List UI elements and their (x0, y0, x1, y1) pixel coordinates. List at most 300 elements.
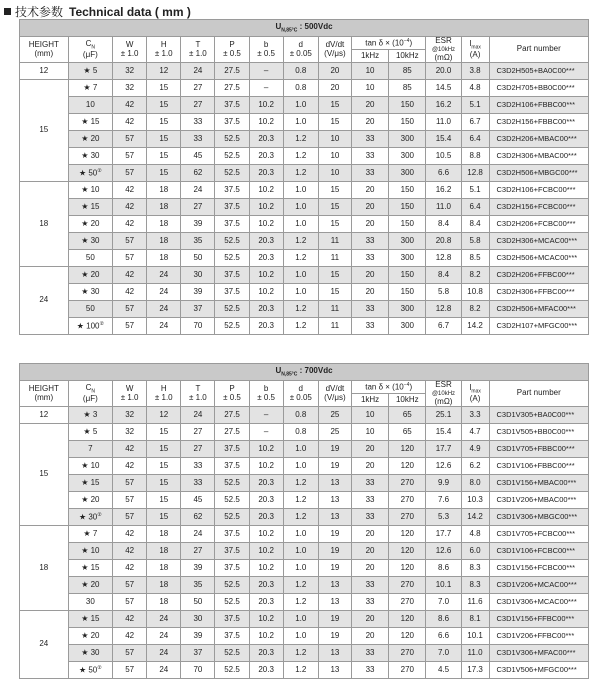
cell-d: 1.0 (283, 216, 318, 233)
cell-h: 15 (147, 441, 181, 458)
cell-esr: 6.6 (426, 165, 461, 182)
header-imax-unit: (A) (469, 393, 481, 403)
cell-h: 15 (147, 165, 181, 182)
cell-capacitance (68, 318, 112, 335)
cell-h: 15 (147, 424, 181, 441)
header-tan-close: ) (409, 382, 413, 392)
header-tan-delta (351, 381, 425, 394)
cell-capacitance-value: ★ 30 (81, 286, 100, 296)
cell-capacitance (68, 458, 112, 475)
cell-capacitance-value: ★ 50 (78, 665, 98, 675)
cell-h: 18 (147, 543, 181, 560)
cell-dvdt: 19 (318, 543, 351, 560)
cell-d: 1.0 (283, 441, 318, 458)
cell-h: 18 (147, 250, 181, 267)
cell-capacitance-value: 50 (85, 303, 95, 313)
cell-h: 24 (147, 301, 181, 318)
cell-esr: 12.6 (426, 458, 461, 475)
cell-capacitance (68, 662, 112, 679)
cell-part-number: C3D1V306+MCAC00*** (489, 594, 589, 611)
cell-capacitance-note: ② (97, 511, 102, 518)
cell-tan-1khz: 10 (351, 63, 388, 80)
header-esr-label: ESR (435, 36, 452, 45)
cell-h: 18 (147, 594, 181, 611)
cell-capacitance (68, 63, 112, 80)
header-height (20, 381, 69, 407)
header-height-label: HEIGHT (28, 384, 59, 394)
cell-t: 33 (181, 131, 215, 148)
bullet-square-icon (4, 8, 11, 15)
header-cn (68, 37, 112, 63)
cell-t: 50 (181, 594, 215, 611)
cell-capacitance-value: ★ 30 (81, 235, 100, 245)
cell-imax: 8.3 (461, 560, 489, 577)
header-d-unit: ± 0.05 (289, 392, 312, 402)
voltage-label-sub: N,85°C (281, 371, 298, 378)
header-d (283, 381, 318, 407)
cell-h: 18 (147, 560, 181, 577)
cell-tan-1khz: 20 (351, 560, 388, 577)
spec-table-700vdc (19, 363, 589, 679)
cell-dvdt: 15 (318, 267, 351, 284)
cell-height: 18 (20, 526, 69, 611)
cell-w: 42 (113, 611, 147, 628)
cell-imax: 11.6 (461, 594, 489, 611)
cell-w: 57 (113, 645, 147, 662)
cell-imax: 8.2 (461, 267, 489, 284)
cell-h: 24 (147, 662, 181, 679)
cell-d: 1.2 (283, 662, 318, 679)
cell-capacitance-value: ★ 10 (81, 545, 100, 555)
cell-dvdt: 13 (318, 577, 351, 594)
cell-b: 20.3 (249, 509, 283, 526)
cell-t: 45 (181, 492, 215, 509)
cell-tan-10khz: 120 (389, 526, 426, 543)
cell-d: 1.0 (283, 97, 318, 114)
voltage-separator: : (297, 21, 305, 31)
cell-w: 42 (113, 526, 147, 543)
cell-imax: 4.8 (461, 526, 489, 543)
cell-tan-10khz: 150 (389, 216, 426, 233)
cell-t: 30 (181, 611, 215, 628)
cell-tan-1khz: 33 (351, 131, 388, 148)
cell-b: 20.3 (249, 662, 283, 679)
header-h (147, 381, 181, 407)
cell-tan-1khz: 20 (351, 458, 388, 475)
cell-t: 24 (181, 63, 215, 80)
section-title (4, 3, 191, 20)
cell-capacitance (68, 475, 112, 492)
cell-capacitance-value: ★ 20 (81, 218, 100, 228)
cell-capacitance (68, 594, 112, 611)
cell-w: 42 (113, 441, 147, 458)
cell-imax: 8.4 (461, 216, 489, 233)
header-h-unit: ± 1.0 (154, 48, 173, 58)
header-p (215, 381, 249, 407)
cell-tan-1khz: 33 (351, 233, 388, 250)
cell-w: 57 (113, 148, 147, 165)
cell-capacitance-value: ★ 15 (81, 477, 100, 487)
cell-t: 37 (181, 301, 215, 318)
section-title-en: Technical data ( mm ) (69, 5, 191, 19)
cell-b: 20.3 (249, 233, 283, 250)
cell-b: 20.3 (249, 645, 283, 662)
cell-p: 52.5 (215, 301, 249, 318)
table-row (20, 628, 589, 645)
table-row (20, 424, 589, 441)
cell-part-number: C3D2H506+MFAC00*** (489, 301, 589, 318)
cell-capacitance-value: ★ 15 (81, 116, 100, 126)
header-esr-label: ESR (435, 380, 452, 389)
cell-imax: 11.0 (461, 645, 489, 662)
cell-p: 52.5 (215, 475, 249, 492)
cell-esr: 12.8 (426, 250, 461, 267)
cell-dvdt: 13 (318, 492, 351, 509)
header-w-unit: ± 1.0 (120, 48, 139, 58)
cell-tan-1khz: 33 (351, 148, 388, 165)
spec-table-500vdc (19, 19, 589, 335)
cell-esr: 5.3 (426, 509, 461, 526)
header-t-unit: ± 1.0 (189, 48, 207, 58)
header-tan-label: tan δ × (10 (365, 382, 404, 392)
cell-capacitance (68, 233, 112, 250)
cell-h: 18 (147, 199, 181, 216)
cell-b: 20.3 (249, 148, 283, 165)
cell-h: 24 (147, 284, 181, 301)
cell-tan-1khz: 33 (351, 301, 388, 318)
cell-part-number: C3D2H506+MBGC00*** (489, 165, 589, 182)
cell-tan-1khz: 33 (351, 250, 388, 267)
cell-esr: 11.0 (426, 114, 461, 131)
cell-dvdt: 19 (318, 526, 351, 543)
cell-capacitance-value: ★ 15 (81, 201, 100, 211)
cell-esr: 7.0 (426, 594, 461, 611)
header-esr-freq: @10kHz (431, 391, 456, 398)
cell-capacitance (68, 284, 112, 301)
cell-h: 18 (147, 216, 181, 233)
cell-imax: 17.3 (461, 662, 489, 679)
cell-p: 37.5 (215, 284, 249, 301)
header-imax-sub: max (471, 44, 481, 51)
cell-part-number: C3D1V306+MBGC00*** (489, 509, 589, 526)
cell-h: 15 (147, 97, 181, 114)
table-row (20, 199, 589, 216)
cell-w: 57 (113, 594, 147, 611)
cell-t: 27 (181, 543, 215, 560)
cell-dvdt: 15 (318, 199, 351, 216)
cell-part-number: C3D1V505+BB0C00*** (489, 424, 589, 441)
header-imax (461, 37, 489, 63)
cell-dvdt: 19 (318, 560, 351, 577)
cell-imax: 14.2 (461, 509, 489, 526)
cell-esr: 8.6 (426, 611, 461, 628)
cell-dvdt: 13 (318, 645, 351, 662)
header-cn-label: C (85, 382, 92, 392)
cell-w: 42 (113, 543, 147, 560)
cell-p: 52.5 (215, 492, 249, 509)
cell-tan-1khz: 10 (351, 424, 388, 441)
header-cn-sub: N (91, 388, 96, 395)
cell-b: 10.2 (249, 284, 283, 301)
header-imax-unit: (A) (469, 49, 481, 59)
header-cn-label: C (85, 38, 92, 48)
cell-tan-10khz: 150 (389, 114, 426, 131)
cell-capacitance-value: ★ 30 (81, 150, 100, 160)
cell-dvdt: 11 (318, 233, 351, 250)
table-row (20, 301, 589, 318)
cell-tan-10khz: 270 (389, 645, 426, 662)
cell-d: 1.2 (283, 301, 318, 318)
header-esr-unit: (mΩ) (434, 396, 453, 406)
cell-p: 37.5 (215, 611, 249, 628)
cell-imax: 5.8 (461, 233, 489, 250)
header-b-unit: ± 0.5 (257, 392, 275, 402)
cell-esr: 6.7 (426, 318, 461, 335)
cell-tan-1khz: 20 (351, 628, 388, 645)
cell-h: 15 (147, 80, 181, 97)
cell-capacitance (68, 407, 112, 424)
cell-capacitance (68, 543, 112, 560)
cell-tan-1khz: 20 (351, 611, 388, 628)
cell-capacitance-value: ★ 30 (81, 647, 100, 657)
cell-tan-10khz: 300 (389, 148, 426, 165)
cell-t: 27 (181, 80, 215, 97)
cell-b: 20.3 (249, 131, 283, 148)
cell-capacitance (68, 267, 112, 284)
cell-w: 57 (113, 250, 147, 267)
cell-w: 42 (113, 199, 147, 216)
cell-w: 57 (113, 475, 147, 492)
cell-p: 27.5 (215, 63, 249, 80)
cell-dvdt: 20 (318, 63, 351, 80)
cell-capacitance-value: ★ 15 (81, 562, 100, 572)
cell-d: 0.8 (283, 424, 318, 441)
cell-w: 57 (113, 509, 147, 526)
cell-imax: 10.3 (461, 492, 489, 509)
cell-capacitance-value: 30 (85, 596, 95, 606)
cell-imax: 4.9 (461, 441, 489, 458)
header-tan-close: ) (409, 38, 413, 48)
cell-capacitance-value: ★ 100 (76, 321, 100, 331)
cell-d: 1.2 (283, 594, 318, 611)
header-b (249, 37, 283, 63)
cell-t: 45 (181, 148, 215, 165)
cell-d: 1.2 (283, 492, 318, 509)
cell-t: 39 (181, 560, 215, 577)
cell-capacitance-value: ★ 20 (81, 579, 100, 589)
cell-capacitance (68, 148, 112, 165)
cell-b: 10.2 (249, 526, 283, 543)
cell-tan-10khz: 150 (389, 182, 426, 199)
cell-capacitance-value: ★ 20 (81, 269, 100, 279)
cell-w: 57 (113, 301, 147, 318)
cell-height: 15 (20, 80, 69, 182)
cell-part-number: C3D1V306+MFAC00*** (489, 645, 589, 662)
cell-tan-10khz: 120 (389, 628, 426, 645)
cell-p: 52.5 (215, 250, 249, 267)
table-row (20, 509, 589, 526)
header-height (20, 37, 69, 63)
cell-dvdt: 19 (318, 611, 351, 628)
voltage-value: 500Vdc (304, 21, 333, 31)
cell-t: 70 (181, 318, 215, 335)
cell-tan-1khz: 20 (351, 182, 388, 199)
voltage-separator: : (297, 365, 305, 375)
header-w (113, 37, 147, 63)
cell-esr: 4.5 (426, 662, 461, 679)
table-row (20, 475, 589, 492)
cell-esr: 10.1 (426, 577, 461, 594)
cell-t: 24 (181, 526, 215, 543)
header-esr (426, 381, 461, 407)
cell-capacitance (68, 131, 112, 148)
header-row (20, 37, 589, 50)
cell-dvdt: 10 (318, 148, 351, 165)
cell-imax: 8.3 (461, 577, 489, 594)
cell-p: 37.5 (215, 441, 249, 458)
header-part-number: Part number (489, 381, 589, 407)
header-t-unit: ± 1.0 (189, 392, 207, 402)
header-imax-label: I (469, 382, 472, 392)
header-h-label: H (160, 384, 167, 394)
table-row (20, 611, 589, 628)
cell-p: 37.5 (215, 114, 249, 131)
cell-p: 37.5 (215, 216, 249, 233)
cell-capacitance-value: ★ 10 (81, 460, 100, 470)
cell-b: 20.3 (249, 475, 283, 492)
header-cn (68, 381, 112, 407)
cell-capacitance (68, 301, 112, 318)
cell-t: 24 (181, 407, 215, 424)
header-tan-exp: −4 (403, 37, 410, 44)
cell-tan-10khz: 270 (389, 509, 426, 526)
cell-part-number: C3D2H306+MCAC00*** (489, 233, 589, 250)
cell-imax: 10.1 (461, 628, 489, 645)
cell-tan-10khz: 300 (389, 165, 426, 182)
cell-w: 42 (113, 284, 147, 301)
cell-p: 37.5 (215, 199, 249, 216)
cell-capacitance (68, 182, 112, 199)
cell-capacitance-value: ★ 5 (83, 426, 98, 436)
cell-d: 1.2 (283, 577, 318, 594)
cell-t: 33 (181, 475, 215, 492)
cell-dvdt: 20 (318, 80, 351, 97)
header-tan-exp: −4 (403, 381, 410, 388)
header-height-label: HEIGHT (28, 40, 59, 50)
cell-p: 52.5 (215, 509, 249, 526)
cell-dvdt: 15 (318, 284, 351, 301)
cell-dvdt: 19 (318, 628, 351, 645)
header-dvdt-label: dV/dt (325, 384, 345, 394)
cell-part-number: C3D1V106+FCBC00*** (489, 543, 589, 560)
cell-h: 15 (147, 114, 181, 131)
cell-imax: 10.8 (461, 284, 489, 301)
header-w-label: W (125, 40, 134, 50)
cell-capacitance (68, 645, 112, 662)
cell-esr: 15.4 (426, 424, 461, 441)
cell-imax: 4.8 (461, 80, 489, 97)
header-t-label: T (195, 384, 201, 394)
cell-height: 15 (20, 424, 69, 526)
cell-imax: 6.7 (461, 114, 489, 131)
cell-imax: 6.4 (461, 199, 489, 216)
cell-tan-10khz: 300 (389, 131, 426, 148)
header-p-label: P (229, 384, 235, 394)
cell-dvdt: 25 (318, 407, 351, 424)
header-imax-label: I (469, 38, 472, 48)
cell-part-number: C3D2H106+FBBC00*** (489, 97, 589, 114)
cell-height: 18 (20, 182, 69, 267)
cell-esr: 15.4 (426, 131, 461, 148)
cell-w: 42 (113, 628, 147, 645)
cell-d: 1.0 (283, 611, 318, 628)
table-row (20, 63, 589, 80)
cell-d: 1.2 (283, 131, 318, 148)
cell-esr: 17.7 (426, 526, 461, 543)
table-row (20, 577, 589, 594)
cell-imax: 8.8 (461, 148, 489, 165)
cell-d: 1.2 (283, 165, 318, 182)
cell-imax: 5.1 (461, 97, 489, 114)
cell-capacitance (68, 577, 112, 594)
cell-tan-10khz: 65 (389, 407, 426, 424)
cell-b: – (249, 407, 283, 424)
cell-capacitance-value: ★ 50 (78, 168, 98, 178)
cell-tan-10khz: 65 (389, 424, 426, 441)
voltage-value: 700Vdc (304, 365, 333, 375)
cell-tan-10khz: 300 (389, 301, 426, 318)
cell-dvdt: 10 (318, 165, 351, 182)
cell-capacitance (68, 526, 112, 543)
table-row (20, 594, 589, 611)
header-imax-sub: max (471, 388, 481, 395)
cell-h: 15 (147, 148, 181, 165)
cell-esr: 25.1 (426, 407, 461, 424)
cell-w: 42 (113, 114, 147, 131)
cell-dvdt: 13 (318, 509, 351, 526)
header-part-number: Part number (489, 37, 589, 63)
cell-capacitance-value: ★ 7 (83, 528, 98, 538)
cell-w: 57 (113, 131, 147, 148)
cell-tan-10khz: 120 (389, 441, 426, 458)
cell-part-number: C3D2H206+MBAC00*** (489, 131, 589, 148)
cell-d: 1.2 (283, 250, 318, 267)
cell-dvdt: 15 (318, 182, 351, 199)
cell-imax: 6.0 (461, 543, 489, 560)
cell-esr: 6.6 (426, 628, 461, 645)
table-row (20, 318, 589, 335)
table-row (20, 165, 589, 182)
header-tan-10khz: 10kHz (389, 394, 426, 407)
cell-p: 37.5 (215, 97, 249, 114)
cell-w: 32 (113, 63, 147, 80)
cell-p: 52.5 (215, 165, 249, 182)
cell-imax: 3.8 (461, 63, 489, 80)
cell-capacitance-value: ★ 10 (81, 184, 100, 194)
cell-capacitance-note: ② (97, 167, 102, 174)
cell-dvdt: 10 (318, 131, 351, 148)
cell-p: 52.5 (215, 662, 249, 679)
cell-dvdt: 13 (318, 662, 351, 679)
cell-tan-1khz: 33 (351, 662, 388, 679)
cell-tan-1khz: 20 (351, 526, 388, 543)
cell-esr: 11.0 (426, 199, 461, 216)
cell-capacitance (68, 611, 112, 628)
table-row (20, 526, 589, 543)
cell-imax: 14.2 (461, 318, 489, 335)
cell-p: 27.5 (215, 424, 249, 441)
cell-b: 10.2 (249, 216, 283, 233)
